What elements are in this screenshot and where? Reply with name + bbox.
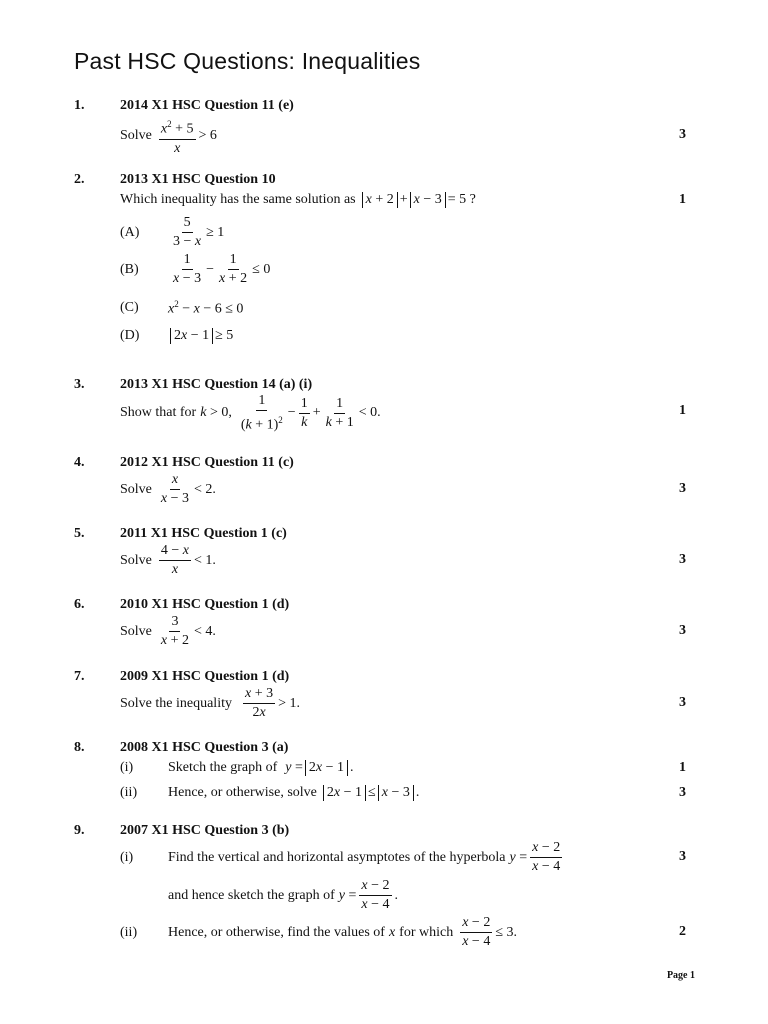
option-d: (D) 2x − 1 ≥ 5: [120, 328, 234, 343]
question-body: Solve $\frac{x^2 + 5}{x}$ > 6: [120, 116, 217, 157]
part-label: (i): [120, 849, 134, 865]
part-text: Sketch the graph of: [168, 760, 278, 775]
question-prompt: Solve: [120, 128, 152, 144]
question-body: Solve $\frac{x}{x - 3}$ < 2.: [120, 472, 216, 506]
question-prompt: Solve the inequality: [120, 695, 232, 711]
question-body: Which inequality has the same solution as x + 2 + x − 3 = 5 ?: [120, 192, 476, 207]
part-text: Hence, or otherwise, find the values of: [168, 924, 385, 940]
page-title: Past HSC Questions: Inequalities: [74, 48, 421, 74]
part-label: (ii): [120, 924, 138, 940]
question-source: 2010 X1 HSC Question 1 (d): [120, 597, 290, 612]
part-text: and hence sketch the graph of: [168, 887, 335, 903]
question-source: 2011 X1 HSC Question 1 (c): [120, 526, 287, 541]
question-body: Solve the inequality $\frac{x + 3}{2x}$ > 1.: [120, 686, 301, 720]
question-prompt: Solve: [120, 623, 152, 639]
question-number: 2.: [74, 172, 85, 187]
question-marks: 1: [679, 760, 686, 775]
question-source: 2014 X1 HSC Question 11 (e): [120, 98, 294, 113]
question-number: 9.: [74, 823, 85, 838]
part-text: Hence, or otherwise, solve: [168, 785, 317, 800]
part-text-after: for which: [399, 924, 454, 940]
question-part: (i) Find the vertical and horizontal asymptotes of the hyperbola y = $\frac{x - 2}{x - 4}$: [120, 840, 561, 874]
question-marks: 3: [679, 623, 686, 638]
part-variable: x: [388, 924, 396, 940]
question-prompt: Solve: [120, 552, 152, 568]
question-number: 8.: [74, 740, 85, 755]
question-marks: 3: [679, 695, 686, 710]
question-marks: 1: [679, 192, 686, 207]
question-part: (ii) Hence, or otherwise, solve 2x − 1 ≤ x − 3 .: [120, 785, 420, 800]
question-source: 2007 X1 HSC Question 3 (b): [120, 823, 290, 838]
option-label: (A): [120, 224, 140, 240]
question-marks: 1: [679, 403, 686, 418]
option-label: (C): [120, 300, 139, 316]
math-fraction: $\frac{x^2 + 5}{x}$: [159, 116, 196, 157]
question-part-continued: and hence sketch the graph of y = $\frac{x - 2}{x - 4}$ .: [168, 878, 399, 912]
option-b: (B) $\frac{1}{x - 3}$ − $\frac{1}{x + 2}$ ≤ 0: [120, 252, 271, 286]
question-number: 4.: [74, 455, 85, 470]
option-label: (D): [120, 328, 140, 343]
question-marks: 3: [679, 481, 686, 496]
question-body: Solve $\frac{4 - x}{x}$ < 1.: [120, 543, 216, 577]
question-source: 2008 X1 HSC Question 3 (a): [120, 740, 289, 755]
option-a: (A) $\frac{5}{3 - x}$ ≥ 1: [120, 215, 225, 249]
part-text: Find the vertical and horizontal asymptotes of the hyperbola: [168, 849, 506, 865]
question-part: (ii) Hence, or otherwise, find the values of x for which $\frac{x - 2}{x - 4}$ ≤ 3.: [120, 915, 518, 949]
question-prompt: Show that for: [120, 405, 197, 421]
question-marks: 2: [679, 924, 686, 939]
question-marks: 3: [679, 849, 686, 864]
question-body: Show that for k > 0, $\frac{1}{(k + 1)^2}$ − $\frac{1}{k}$ + $\frac{1}{k + 1}$ < 0.: [120, 393, 381, 433]
question-prompt: Solve: [120, 481, 152, 497]
question-source: 2013 X1 HSC Question 14 (a) (i): [120, 377, 313, 392]
question-number: 3.: [74, 377, 85, 392]
question-body: Solve $\frac{3}{x + 2}$ < 4.: [120, 614, 216, 648]
question-number: 6.: [74, 597, 85, 612]
question-number: 1.: [74, 98, 85, 113]
option-c: (C) $x^2 - x - 6 \le 0$: [120, 299, 244, 317]
option-label: (B): [120, 261, 139, 277]
question-marks: 3: [679, 127, 686, 142]
page-number: Page 1: [666, 970, 695, 981]
question-part: (i) Sketch the graph of y = 2x − 1 .: [120, 760, 354, 775]
part-label: (ii): [120, 785, 138, 800]
question-number: 5.: [74, 526, 85, 541]
question-prompt: Which inequality has the same solution as: [120, 192, 356, 207]
question-source: 2009 X1 HSC Question 1 (d): [120, 669, 290, 684]
question-marks: 3: [679, 785, 686, 800]
question-number: 7.: [74, 669, 85, 684]
question-source: 2012 X1 HSC Question 11 (c): [120, 455, 294, 470]
question-marks: 3: [679, 552, 686, 567]
question-source: 2013 X1 HSC Question 10: [120, 172, 276, 187]
part-label: (i): [120, 760, 134, 775]
